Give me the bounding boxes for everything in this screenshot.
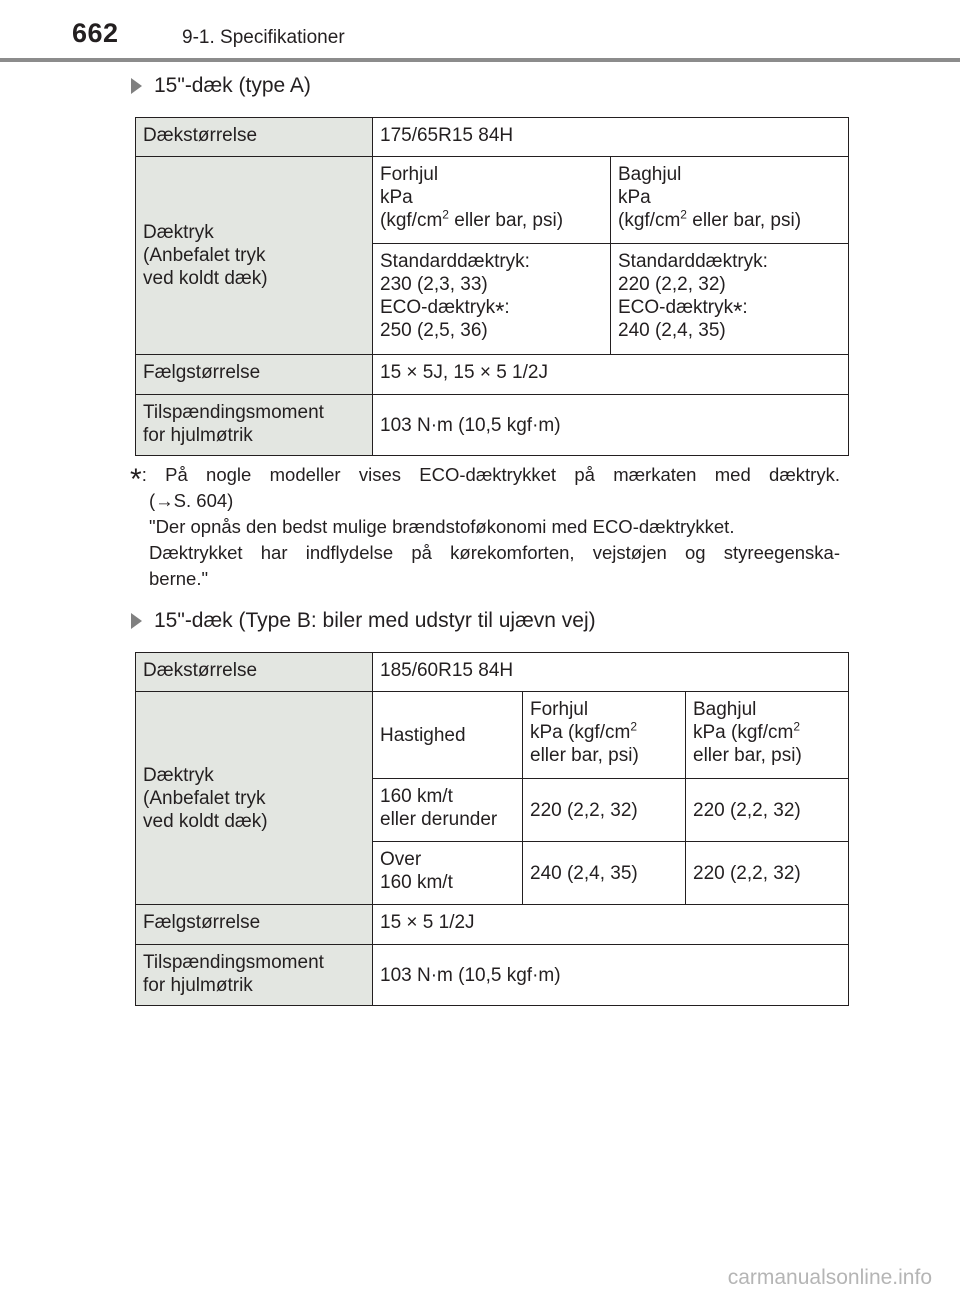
heading-type-a bbox=[131, 74, 311, 98]
footnote-line-1: *: På nogle modeller vises ECO-dæktrykket på mærkaten med dæktryk. bbox=[130, 463, 840, 496]
rear-wheel-header: Baghjul kPa ($kgf/cm^2$ eller bar, psi) bbox=[611, 157, 849, 244]
front-wheel-header: Forhjul kPa ($kgf/cm^2$ eller bar, psi) bbox=[373, 157, 611, 244]
rear-pressure-cell: 220 (2,2, 32) bbox=[686, 842, 849, 905]
table-row bbox=[136, 157, 849, 244]
triangle-bullet-icon bbox=[131, 78, 142, 94]
table-row bbox=[136, 945, 849, 1006]
footnote bbox=[130, 462, 840, 592]
front-pressure-cell: 220 (2,2, 32) bbox=[523, 779, 686, 842]
tire-size-value: 185/60R15 84H bbox=[373, 653, 849, 692]
table-row bbox=[136, 355, 849, 395]
watermark: carmanualsonline.info bbox=[727, 1266, 932, 1289]
front-pressure-cell: 240 (2,4, 35) bbox=[523, 842, 686, 905]
tire-table-type-a bbox=[135, 117, 849, 456]
pressure-label: Dæktryk (Anbefalet tryk ved koldt dæk) bbox=[136, 692, 373, 905]
pressure-label: Dæktryk (Anbefalet tryk ved koldt dæk) bbox=[136, 157, 373, 355]
table-row bbox=[136, 653, 849, 692]
section-title: 9-1. Specifikationer bbox=[182, 27, 345, 48]
rim-size-value: 15 × 5 1/2J bbox=[373, 905, 849, 945]
rear-pressure-cell: 220 (2,2, 32) bbox=[686, 779, 849, 842]
tire-size-label: Dækstørrelse bbox=[136, 653, 373, 692]
speed-header: Hastighed bbox=[373, 692, 523, 779]
page-header bbox=[0, 0, 960, 64]
table-row bbox=[136, 395, 849, 456]
torque-label: Tilspændingsmoment for hjulmøtrik bbox=[136, 395, 373, 456]
front-pressure-values: Standarddæktryk: 230 (2,3, 33) ECO-dæktryk*: 250 (2,5, 36) bbox=[373, 244, 611, 355]
heading-type-a-text: 15"-dæk (type A) bbox=[154, 74, 311, 97]
tire-size-label: Dækstørrelse bbox=[136, 118, 373, 157]
table-row bbox=[136, 118, 849, 157]
speed-cell: 160 km/t eller derunder bbox=[373, 779, 523, 842]
triangle-bullet-icon bbox=[131, 613, 142, 629]
footnote-line-4: Dæktrykket har indflydelse på kørekomforten, vejstøjen og styreegenska- bbox=[149, 542, 840, 563]
footnote-line-5: berne." bbox=[149, 568, 209, 589]
rear-pressure-values: Standarddæktryk: 220 (2,2, 32) ECO-dæktryk*: 240 (2,4, 35) bbox=[611, 244, 849, 355]
tire-table-type-b bbox=[135, 652, 849, 1006]
torque-label: Tilspændingsmoment for hjulmøtrik bbox=[136, 945, 373, 1006]
rear-wheel-header: Baghjul kPa ($kgf/cm^2$ eller bar, psi) bbox=[686, 692, 849, 779]
footnote-page-reference: (→S. 604) bbox=[149, 490, 234, 511]
page-number: 662 bbox=[72, 18, 119, 48]
footnote-line-3: "Der opnås den bedst mulige brændstoføkonomi med ECO-dæktrykket. bbox=[149, 516, 735, 537]
rim-size-label: Fælgstørrelse bbox=[136, 905, 373, 945]
rim-size-label: Fælgstørrelse bbox=[136, 355, 373, 395]
heading-type-b-text: 15"-dæk (Type B: biler med udstyr til ujævn vej) bbox=[154, 609, 596, 632]
speed-cell: Over 160 km/t bbox=[373, 842, 523, 905]
heading-type-b bbox=[131, 609, 596, 633]
table-row bbox=[136, 692, 849, 779]
tire-size-value: 175/65R15 84H bbox=[373, 118, 849, 157]
rim-size-value: 15 × 5J, 15 × 5 1/2J bbox=[373, 355, 849, 395]
header-divider bbox=[0, 58, 960, 62]
torque-value: 103 N·m (10,5 kgf·m) bbox=[373, 945, 849, 1006]
torque-value: 103 N·m (10,5 kgf·m) bbox=[373, 395, 849, 456]
table-row bbox=[136, 905, 849, 945]
front-wheel-header: Forhjul kPa ($kgf/cm^2$ eller bar, psi) bbox=[523, 692, 686, 779]
